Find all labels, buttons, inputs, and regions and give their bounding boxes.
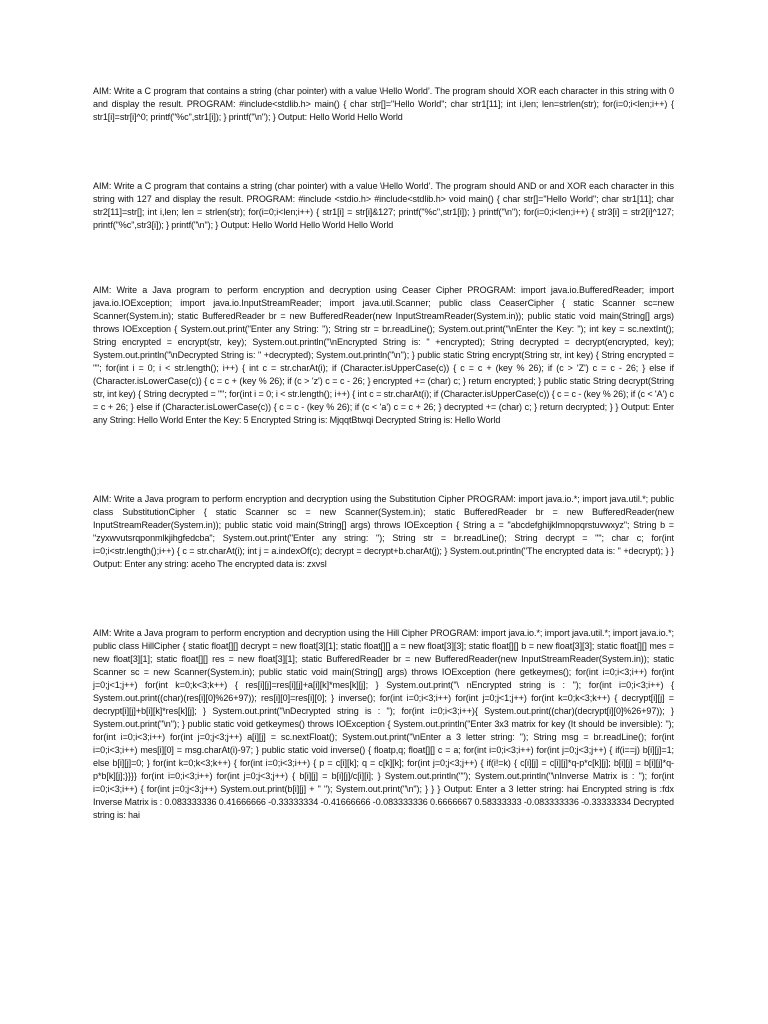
caesar-cipher-program-paragraph: AIM: Write a Java program to perform encryption and decryption using Ceaser Cipher PROGRAM: import java.io.BufferedReader; import java.io.IOException; import java.io.InputStreamReader; import java.util.Scanner; public class CeaserCipher { static Scanner sc=new Scanner(System.in); static BufferedReader br = new BufferedReader(new InputStreamReader(System.in)); public static void main(String[] args) throws IOException { System.out.print("Enter any String: "); String str = br.readLine(); System.out.print("\nEnter the Key: "); int key = sc.nextInt(); String encrypted = encrypt(str, key); System.out.println("\nEncrypted String is: " +encrypted); String decrypted = decrypt(encrypted, key); System.out.println("\nDecrypted String is: " +decrypted); System.out.println("\n"); } public static String encrypt(String str, int key) { String encrypted = ""; for(int i = 0; i < str.length(); i++) { int c = str.charAt(i); if (Character.isUpperCase(c)) { c = c + (key % 26); if (c > 'Z') c = c - 26; } else if (Character.isLowerCase(c)) { c = c + (key % 26); if (c > 'z') c = c - 26; } encrypted += (char) c; } return encrypted; } public static String decrypt(String str, int key) { String decrypted = ""; for(int i = 0; i < str.length(); i++) { int c = str.charAt(i); if (Character.isUpperCase(c)) { c = c - (key % 26); if (c < 'A') c = c + 26; } else if (Character.isLowerCase(c)) { c = c - (key % 26); if (c < 'a') c = c + 26; } decrypted += (char) c; } return decrypted; } } Output: Enter any String: Hello World Enter the Key: 5 Encrypted String is: MjqqtBtwqi Decrypted String is: Hello World [93,285,674,425]
c-xor-zero-program-paragraph: AIM: Write a C program that contains a string (char pointer) with a value \Hello World’. The program should XOR each character in this string with 0 and display the result. PROGRAM: #include<stdlib.h> main() { char str[]="Hello World"; char str1[11]; int i,len; len=strlen(str); for(i=0;i<len;i++) { str1[i]=str[i]^0; printf("%c",str1[i]); } printf("\n"); } Output: Hello World Hello World [93,86,674,122]
hill-cipher-program-paragraph: AIM: Write a Java program to perform encryption and decryption using the Hill Cipher PROGRAM: import java.io.*; import java.util.*; import java.io.*; public class HillCipher { static float[][] decrypt = new float[3][1]; static float[][] a = new float[3][3]; static float[][] b = new float[3][3]; static float[][] mes = new float[3][1]; static float[][] res = new float[3][1]; static BufferedReader br = new BufferedReader(new InputStreamReader(System.in)); static Scanner sc = new Scanner(System.in); public static void main(String[] args) throws IOException (here getkeymes(); for(int i=0;i<3;i++) for(int j=0;j<1;j++) for(int k=0;k<3;k++) { res[i][j]=res[i][j]+a[i][k]*mes[k][j]; } System.out.print("\ nEncrypted string is : "); for(int i=0;i<3;i++) { System.out.print((char)(res[i][0]%26+97)); res[i][0]=res[i][0]; } inverse(); for(int i=0;i<3;i++) for(int j=0;j<1;j++) for(int k=0;k<3;k++) { decrypt[i][j] = decrypt[i][j]+b[i][k]*res[k][j]; } System.out.print("\nDecrypted string is : "); for(int i=0;i<3;i++){ System.out.print((char)(decrypt[i][0]%26+97)); } System.out.print("\n"); } public static void getkeymes() throws IOException { System.out.println("Enter 3x3 matrix for key (It should be inversible): "); for(int i=0;i<3;i++) for(int j=0;j<3;j++) a[i][j] = sc.nextFloat(); System.out.print("\nEnter a 3 letter string: "); String msg = br.readLine(); for(int i=0;i<3;i++) mes[i][0] = msg.charAt(i)-97; } public static void inverse() { floatp,q; float[][] c = a; for(int i=0;i<3;i++) for(int j=0;j<3;j++) { if(i==j) b[i][j]=1; else b[i][j]=0; } for(int k=0;k<3;k++) { for(int i=0;i<3;i++) { p = c[i][k]; q = c[k][k]; for(int j=0;j<3;j++) { if(i!=k) { c[i][j] = c[i][j]*q-p*c[k][j]; b[i][j] = b[i][j]*q-p*b[k][j];}}}} for(int i=0;i<3;i++) for(int j=0;j<3;j++) { b[i][j] = b[i][j]/c[i][i]; } System.out.println(""); System.out.println("\nInverse Matrix is : "); for(int i=0;i<3;i++) { for(int j=0;j<3;j++) System.out.print(b[i][j] + " "); System.out.print("\n"); } } } Output: Enter a 3 letter string: hai Encrypted string is :fdx Inverse Matrix is : 0.083333336 0.41666666 -0.33333334 -0.41666666 -0.083333336 0.6666667 0.58333333 -0.083333336 -0.33333334 Decrypted string is: hai [93,628,674,820]
substitution-cipher-program-paragraph: AIM: Write a Java program to perform encryption and decryption using the Substitution Cipher PROGRAM: import java.io.*; import java.util.*; public class SubstitutionCipher { static Scanner sc = new Scanner(System.in); static BufferedReader br = new BufferedReader(new InputStreamReader(System.in)); public static void main(String[] args) throws IOException { String a = "abcdefghijklmnopqrstuvwxyz"; String b = "zyxwvutsrqponmlkjihgfedcba"; System.out.print("Enter any string: "); String str = br.readLine(); String decrypt = ""; char c; for(int i=0;i<str.length();i++) { c = str.charAt(i); int j = a.indexOf(c); decrypt = decrypt+b.charAt(j); } System.out.println("The encrypted data is: " +decrypt); } } Output: Enter any string: aceho The encrypted data is: zxvsl [93,494,674,569]
c-and-xor-127-program-paragraph: AIM: Write a C program that contains a string (char pointer) with a value \Hello World’. The program should AND or and XOR each character in this string with 127 and display the result. PROGRAM: #include <stdio.h> #include<stdlib.h> void main() { char str[]="Hello World"; char str1[11]; char str2[11]=str[]; int i,len; len = strlen(str); for(i=0;i<len;i++) { str1[i] = str[i]&127; printf("%c",str1[i]); } printf("\n"); for(i=0;i<len;i++) { str3[i] = str2[i]^127; printf("%c",str3[i]); } printf("\n"); } Output: Hello World Hello World Hello World [93,181,674,230]
